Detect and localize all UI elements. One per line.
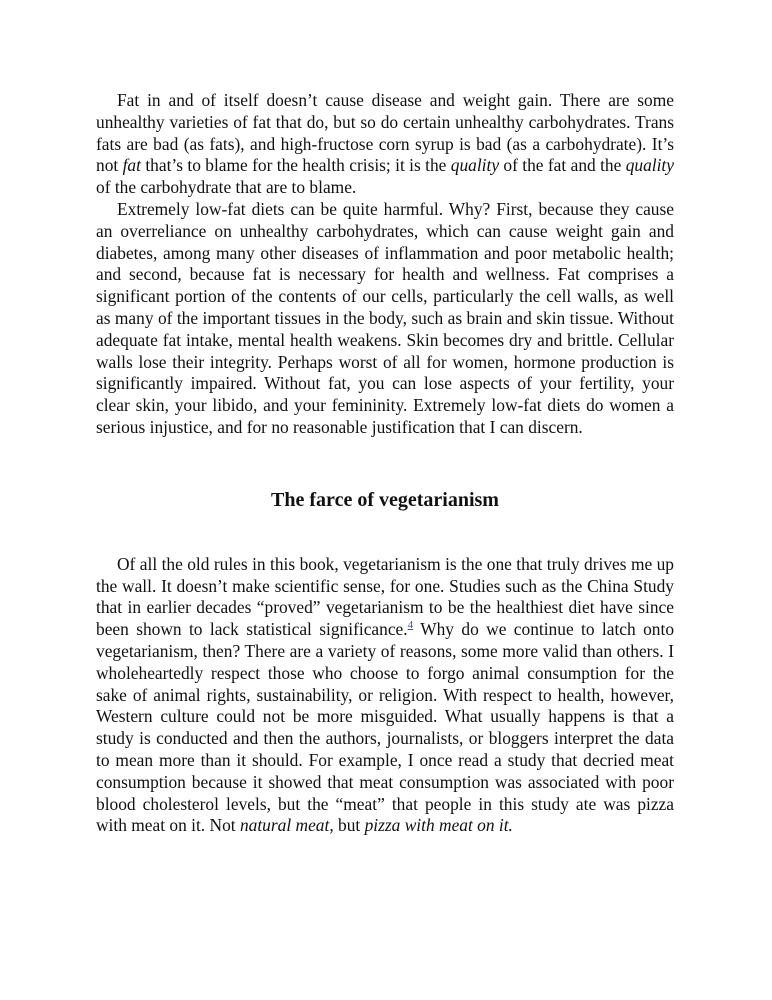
paragraph-vegetarianism (96, 554, 674, 837)
text-run: of the carbohydrate that are to blame. (96, 177, 357, 198)
footnote-link[interactable]: 4 (407, 619, 414, 632)
emphasis-quality: quality (625, 155, 674, 176)
text-run: Why do we continue to latch onto vegetarianism, then? There are a variety of reasons, some more valid than others. I wholeheartedly respect those who choose to forgo animal consumption for the sake of animal rights, sustainability, or religion. With respect to health, however, Western culture could not be more misguided. What usually happens is that a study is conducted and then the authors, journalists, or bloggers interpret the data to mean more than it should. For example, I once read a study that decried meat consumption because it showed that meat consumption was associated with poor blood cholesterol levels, but the “meat” that people in this study ate was pizza with meat on it. Not (96, 619, 675, 836)
text-run: of the fat and the (499, 155, 626, 176)
emphasis-fat: fat (122, 155, 141, 176)
text-run: that’s to blame for the health crisis; it is the (140, 155, 451, 176)
paragraph-fat-quality (96, 90, 674, 199)
text-run: Fat in and of itself doesn’t cause disease and weight gain. There are some unhealthy varieties of fat that do, but so do certain unhealthy carbohydrates. Trans fats are bad (as fats), and high-fructose corn syrup is bad (as a carbohydrate). It’s not (96, 90, 674, 176)
emphasis-pizza: pizza with meat on it. (364, 815, 513, 836)
paragraph-low-fat-diets (96, 199, 674, 439)
text-run: Extremely low-fat diets can be quite harmful. Why? First, because they cause an overreliance on unhealthy carbohydrates, which can cause weight gain and diabetes, among many other diseases of inflammation and poor metabolic health; and second, because fat is necessary for health and wellness. Fat comprises a significant portion of the contents of our cells, particularly the cell walls, as well as many of the important tissues in the body, such as brain and skin tissue. Without adequate fat intake, mental health weakens. Skin becomes dry and brittle. Cellular walls lose their integrity. Perhaps worst of all for women, hormone production is significantly impaired. Without fat, you can lose aspects of your fertility, your clear skin, your libido, and your femininity. Extremely low-fat diets do women a serious injustice, and for no reasonable justification that I can discern. (96, 198, 674, 437)
text-run: but (333, 815, 365, 836)
section-heading: The farce of vegetarianism (271, 488, 499, 511)
spacer (96, 513, 674, 554)
text-run: Of all the old rules in this book, vegetarianism is the one that truly drives me up the wall. It doesn’t make scientific sense, for one. Studies such as the China Study that in earlier decades “proved” vegetarianism to be the healthiest diet have since been shown to lack statistical significance. (96, 553, 674, 640)
emphasis-natural-meat: natural meat, (239, 815, 334, 836)
page-content (96, 90, 674, 837)
emphasis-quality: quality (450, 155, 500, 176)
